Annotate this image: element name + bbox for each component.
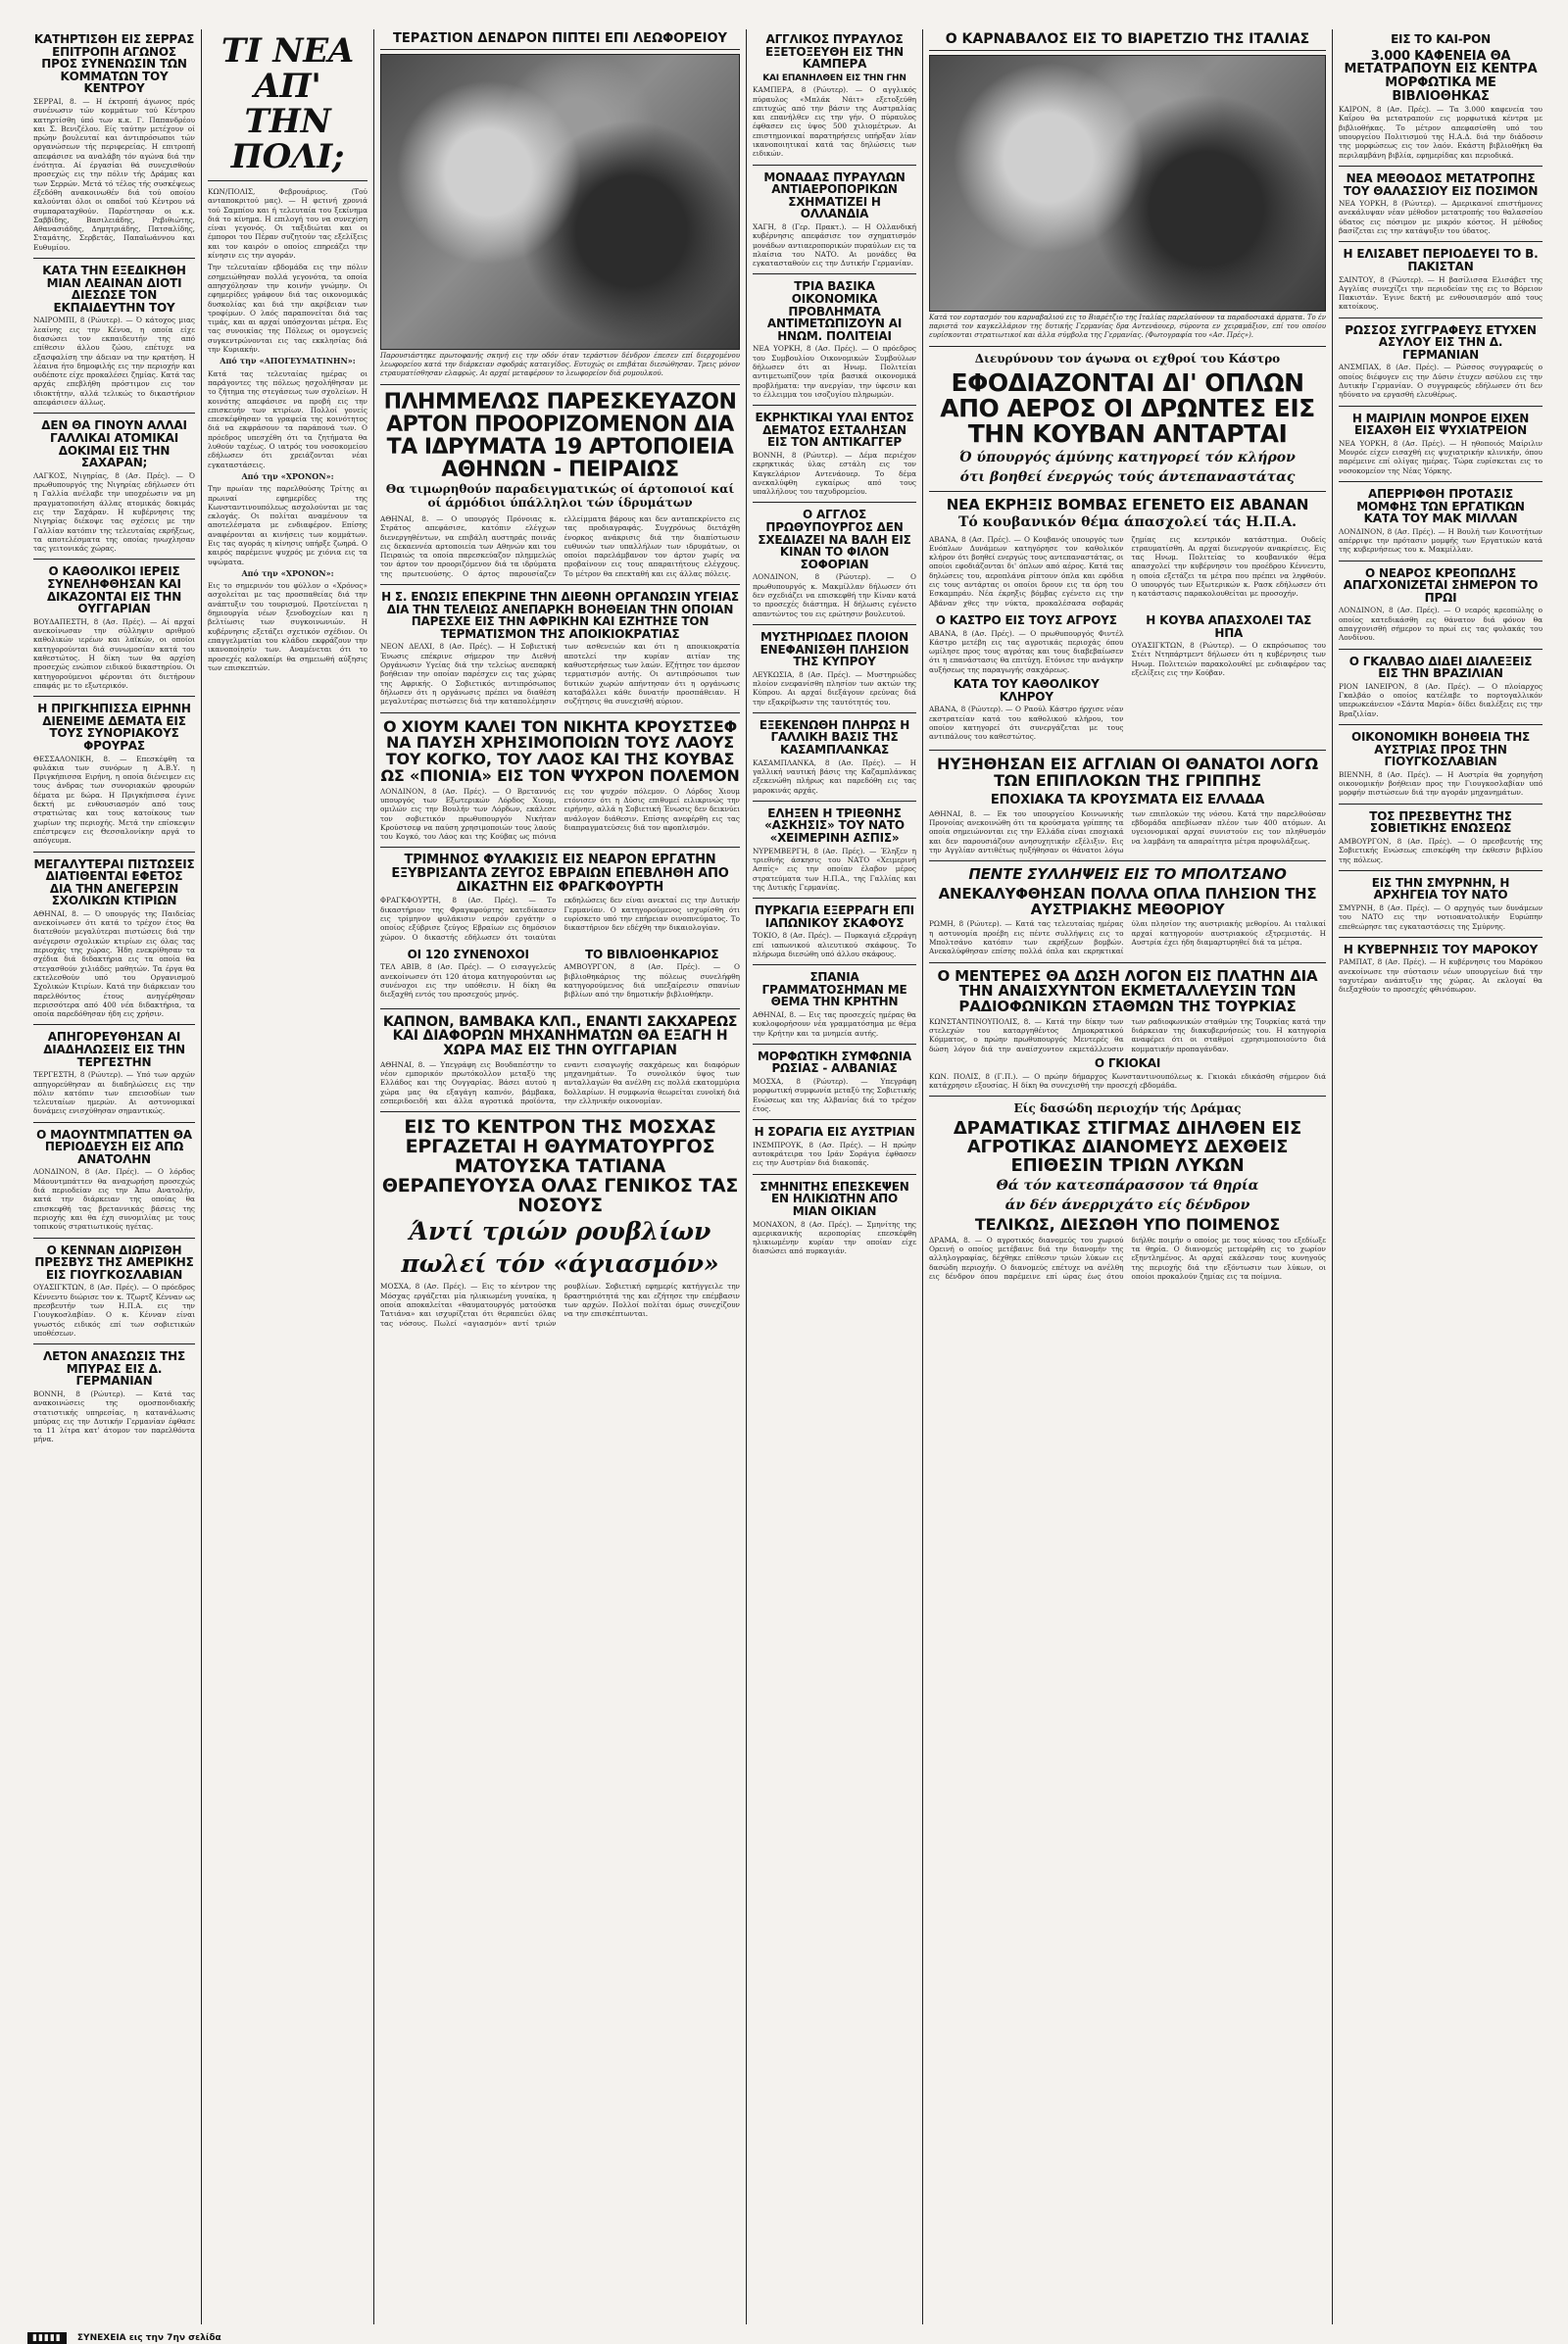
headline: ΝΕΑ ΕΚΡΗΞΙΣ ΒΟΜΒΑΣ ΕΓΕΝΕΤΟ ΕΙΣ ΑΒΑΝΑΝ (946, 495, 1309, 513)
divider (1339, 561, 1543, 562)
headline: ΤΕΛΙΚΩΣ, ΔΙΕΣΩΘΗ ΥΠΟ ΠΟΙΜΕΝΟΣ (974, 1214, 1281, 1234)
article-body: ΣΜΥΡΝΗ, 8 (Ασ. Πρές). — Ο αρχηγός των δυνάμεων του ΝΑΤΟ εις την νοτιοανατολικήν Ευρώπην επεθεώρησε τας εγκαταστάσεις της Σμύρνης. (1339, 903, 1543, 931)
article (33, 265, 195, 407)
article-body: ΒΟΥΔΑΠΕΣΤΗ, 8 (Ασ. Πρές). — Αί αρχαί ανεκοίνωσαν την σύλληψιν αριθμού καθολικών ιερέων και λαϊκών, οι οποίοι κατηγορούνται διά συνωμοσίαν κατά του καθεστώτος. Η δίκη των θα αρχίση προσεχώς ενώπιον ειδικού δικαστηρίου. Οι κατηγορούμενοι φέρονται ότι διετήρουν επαφάς με το εξωτερικόν. (33, 616, 195, 690)
divider (753, 1119, 916, 1120)
headline: ΠΥΡΚΑΓΙΑ ΕΞΕΡΡΑΓΗ ΕΠΙ ΙΑΠΩΝΙΚΟΥ ΣΚΑΦΟΥΣ (755, 903, 914, 930)
divider (1339, 481, 1543, 482)
article-body: ΑΘΗΝΑΙ, 8. — Υπεγράφη εις Βουδαπέστην το νέον εμπορικόν πρωτόκολλον μεταξύ της Ελλάδος και της Ουγγαρίας. Βάσει αυτού η χώρα μας θα εξαγάγη καπνόν, βάμβακα, εσπεριδοειδή και άλλα αγροτικά προϊόντα, εναντι εισαγωγής σακχάρεως και διαφόρων μηχανημάτων. Το συνολικόν ύψος των ανταλλαγών θα ανέλθη εις πολλά εκατομμύρια δολλαρίων. Η συμφωνία θεωρείται ευνοϊκή διά την ελληνικήν οικονομίαν. (380, 1059, 740, 1105)
divider (753, 1174, 916, 1175)
subheadline: Άντί τριών ρουβλίων (409, 1216, 711, 1245)
article (1339, 810, 1543, 864)
headline: ΝΕΑ ΜΕΘΟΔΟΣ ΜΕΤΑΤΡΟΠΗΣ ΤΟΥ ΘΑΛΑΣΣΙΟΥ ΕΙΣ ΠΟΣΙΜΟΝ (1343, 171, 1539, 198)
divider (929, 346, 1326, 347)
article-body: ΚΩΝ. ΠΟΛΙΣ, 8 (Γ.Π.). — Ο πρώην δήμαρχος Κωνσταντινουπόλεως κ. Γκιοκάι εδικάσθη σήμερον διά κατάχρησιν εξουσίας. Η δίκη θα συνεχισθή την προσεχή εβδομάδα. (929, 1071, 1326, 1090)
headline: ΜΟΝΑΔΑΣ ΠΥΡΑΥΛΩΝ ΑΝΤΙΑΕΡΟΠΟΡΙΚΩΝ ΣΧΗΜΑΤΙΖΕΙ Η ΟΛΛΑΝΔΙΑ (763, 170, 906, 221)
article (33, 1350, 195, 1444)
headline: ΠΕΝΤΕ ΣΥΛΛΗΨΕΙΣ ΕΙΣ ΤΟ ΜΠΟΛΤΣΑΝΟ (968, 865, 1287, 884)
article-body: ΑΒΑΝΑ, 8 (Ασ. Πρές). — Ο Κουβανός υπουργός των Ενόπλων Δυνάμεων κατηγόρησε τον καθολικόν κλήρον ότι βοηθεί ενεργώς τους αντεπαναστάτας, οι οποίοι εφοδιάζονται δι' όπλων από αέρος. Κατά τας δηλώσεις του, αεροπλάνα ρίπτουν όπλα και εφόδια εις τους αντάρτας οι οποίοι δρουν εις τα όρη του Εσκαμπράυ. Νέα έκρηξις βόμβας εγένετο εις την Αβάναν χθες την νύκτα, προκαλέσασα σοβαράς ζημίας εις κεντρικόν κατάστημα. Ουδείς ετραυματίσθη. Αι αρχαί διενεργούν ανακρίσεις. Εις τας Ηνωμ. Πολιτείας το κουβανικόν θέμα απασχολεί την κυβέρνησιν του προέδρου Κέννεντυ, η οποία εξετάζει τα μέτρα που πρέπει να ληφθούν. Ο υπουργός των Εξωτερικών κ. Ρασκ εδήλωσεν ότι η κατάστασις παρακολουθείται με προσοχήν. (929, 534, 1326, 608)
sub-article (929, 610, 1124, 744)
divider (753, 964, 916, 965)
headline: ΔΡΑΜΑΤΙΚΑΣ ΣΤΙΓΜΑΣ ΔΙΗΛΘΕΝ ΕΙΣ ΑΓΡΟΤΙΚΑΣ ΔΙΑΝΟΜΕΥΣ ΔΕΧΘΕΙΣ ΕΠΙΘΕΣΙΝ ΤΡΙΩΝ ΛΥΚΩΝ (953, 1117, 1302, 1176)
headline: ΤΟΣ ΠΡΕΣΒΕΥΤΗΣ ΤΗΣ ΣΟΒΙΕΤΙΚΗΣ ΕΝΩΣΕΩΣ (1369, 808, 1512, 836)
article (33, 419, 195, 553)
headline: ΠΛΗΜΜΕΛΩΣ ΠΑΡΕΣΚΕΥΑΖΟΝ ΑΡΤΟΝ ΠΡΟΟΡΙΖΟΜΕΝΟΝ ΔΙΑ ΤΑ ΙΔΡΥΜΑΤΑ 19 ΑΡΤΟΠΟΙΕΙΑ ΑΘΗΝΩΝ - ΠΕΙΡΑΙΩΣ (383, 390, 737, 483)
headline: ΑΠΕΡΡΙΦΘΗ ΠΡΟΤΑΣΙΣ ΜΟΜΦΗΣ ΤΩΝ ΕΡΓΑΤΙΚΩΝ ΚΑΤΑ ΤΟΥ ΜΑΚ ΜΙΛΛΑΝ (1356, 487, 1525, 526)
column-2 (202, 29, 374, 2324)
divider (753, 405, 916, 406)
article-body: ΛΑΓΚΟΣ, Νιγηρίας, 8 (Ασ. Πρές). — Ό πρωθυπουργός της Νιγηρίας εδήλωσεν ότι η Γαλλία ανέλαβε την υποχρέωσιν να μη πραγματοποιήση άλλας ατομικάς δοκιμάς εις την Σαχάραν. Η κυβέρνησις της Νιγηρίας διέκοψε τας σχέσεις με την Γαλλίαν κατόπιν της τελευταίας εκρήξεως, τα αποτελέσματα της οποίας ηνωχλησαν τας γειτονικάς χώρας. (33, 470, 195, 554)
divider (380, 1111, 740, 1112)
headline: ΚΑΤΑ ΤΗΝ ΕΞΕΔΙΚΗΘΗ ΜΙΑΝ ΛΕΑΙΝΑΝ ΔΙΟΤΙ ΔΙΕΣΩΣΕ ΤΟΝ ΕΚΠΑΙΔΕΥΤΗΝ ΤΟΥ (42, 264, 186, 315)
section-label: Από την «ΧΡΟΝΟΝ»: (241, 567, 334, 578)
sub-article (564, 945, 741, 1002)
article (1339, 413, 1543, 475)
divider (33, 696, 195, 697)
subheadline: Θά τόν κατεσπάρασσον τά θηρία (996, 1177, 1259, 1194)
headline: ΣΠΑΝΙΑ ΓΡΑΜΜΑΤΟΣΗΜΑΝ ΜΕ ΘΕΜΑ ΤΗΝ ΚΡΗΤΗΝ (761, 970, 907, 1009)
headline: Ο ΧΙΟΥΜ ΚΑΛΕΙ ΤΟΝ ΝΙΚΗΤΑ ΚΡΟΥΣΤΣΕΦ ΝΑ ΠΑΥΣΗ ΧΡΗΣΙΜΟΠΟΙΩΝ ΤΟΥΣ ΛΑΟΥΣ ΤΟΥ ΚΟΓΚΟ, ΤΟΥ ΛΑΟΣ ΚΑΙ ΤΗΣ ΚΟΥΒΑΣ ΩΣ «ΠΙΟΝΙΑ» ΕΙΣ ΤΟΝ ΨΥΧΡΟΝ ΠΟΛΕΜΟΝ (380, 716, 740, 785)
article-body: ΑΜΒΟΥΡΓΟΝ, 8 (Ασ. Πρές). — Ο πρεσβευτής της Σοβιετικής Ενώσεως επισκέφθη την έκθεσιν βιβλίου της πόλεως. (1339, 836, 1543, 864)
divider (929, 860, 1326, 861)
divider (1339, 804, 1543, 805)
article-body: ΛΕΥΚΩΣΙΑ, 8 (Ασ. Πρές). — Μυστηριώδες πλοίον ενεφανίσθη πλησίον των ακτών της Κύπρου. Αι αρχαί διεξάγουν ερεύνας διά την εξακρίβωσιν της ταυτότητός του. (753, 669, 916, 707)
article-body: ΝΕΑ ΥΟΡΚΗ, 8 (Ρώυτερ). — Αμερικανοί επιστήμονες ανεκάλυψαν νέαν μέθοδον μετατροπής του θαλασσίου ύδατος εις πόσιμον με μικρόν κόστος. Η μέθοδος βασίζεται εις την κατάψυξιν του ύδατος. (1339, 199, 1543, 236)
photo-caption: Παρουσιάστηκε πρωτοφανής σκηνή εις την οδόν όταν τεράστιον δένδρον έπεσεν επί διερχομένου λεωφορείου κατά την διάρκειαν σφοδράς καταιγίδος. Ευτυχώς οι επιβάται διεσώθησαν. Τρεις μόνον ετραυματίσθησαν ελαφρώς. Αι αρχαί μεταφέρουν το λεωφορείον διά ρυμουλκού. (380, 352, 740, 377)
bus-tree-photo (380, 54, 740, 350)
article (33, 1245, 195, 1339)
column-3 (374, 29, 747, 2324)
headline: Ο ΚΑΘΟΛΙΚΟΙ ΙΕΡΕΙΣ ΣΥΝΕΛΗΦΘΗΣΑΝ ΚΑΙ ΔΙΚΑΖΟΝΤΑΙ ΕΙΣ ΤΗΝ ΟΥΓΓΑΡΙΑΝ (46, 564, 182, 616)
divider (1339, 317, 1543, 318)
divider (753, 898, 916, 899)
subheadline: Θα τιμωρηθούν παραδειγματικώς οί άρτοποιοί καί οί άρμόδιοι ύπάλληλοι τών ίδρυμάτων (385, 482, 735, 511)
article-body: ΜΟΣΧΑ, 8 (Ασ. Πρές). — Εις το κέντρον της Μόσχας εργάζεται μία ηλικιωμένη γυναίκα, η οποία αποκαλείται «θαυματουργός ματούσκα Τατιάνα» και ισχυρίζεται ότι θεραπεύει όλας τας νόσους. Πωλεί «αγιασμόν» αντί τριών ρουβλίων. Σοβιετική εφημερίς κατήγγειλε την δραστηριότητά της και εζήτησε την επέμβασιν των αρχών. Πολλοί πολίται όμως συνεχίζουν να την επισκέπτωνται. (380, 1282, 740, 1328)
divider (929, 491, 1326, 492)
subheadline: Τό κουβανικόν θέμα άπασχολεί τάς Η.Π.Α. (957, 514, 1298, 531)
headline: ΑΓΓΛΙΚΟΣ ΠΥΡΑΥΛΟΣ ΕΞΕΤΟΞΕΥΘΗ ΕΙΣ ΤΗΝ ΚΑΜΠΕΡΑ (765, 32, 904, 72)
article-body: ΙΝΣΜΠΡΟΥΚ, 8 (Ασ. Πρές). — Η πρώην αυτοκράτειρα του Ιράν Σοράγια έφθασεν εις την Αυστρίαν διά διακοπάς. (753, 1140, 916, 1168)
headline: ΕΛΗΞΕΝ Η ΤΡΙΕΘΝΗΣ «ΑΣΚΗΣΙΣ» ΤΟΥ ΝΑΤΟ «ΧΕΙΜΕΡΙΝΗ ΑΣΠΙΣ» (764, 806, 905, 846)
headline: ΛΕΤΟΝ ΑΝΑΣΩΣΙΣ ΤΗΣ ΜΠΥΡΑΣ ΕΙΣ Δ. ΓΕΡΜΑΝΙΑΝ (43, 1349, 185, 1389)
article-body: ΑΒΑΝΑ, 8 (Ασ. Πρές). — Ο πρωθυπουργός Φιντέλ Κάστρο μετέβη εις τας αγροτικάς περιοχάς όπου ωμίλησε προς τους αγρότας και τους διαβεβαίωσεν ότι η επανάστασις θα επιτύχη. Ετόνισε την ανάγκην αυξήσεως της παραγωγής σακχάρεως. (929, 628, 1124, 674)
kicker: Διευρύνουν τον άγωνα οι εχθροί του Κάστρο (974, 352, 1281, 366)
headline: ΕΙΣ ΤΟ ΚΑΙ-ΡΟΝ (1391, 32, 1491, 46)
headline: Ο ΜΑΟΥΝΤΜΠΑΤΤΕΝ ΘΑ ΠΕΡΙΟΔΕΥΣΗ ΕΙΣ ΑΠΩ ΑΝΑΤΟΛΗΝ (36, 1127, 192, 1166)
sub-articles (380, 945, 740, 1002)
headline: Ο ΜΕΝΤΕΡΕΣ ΘΑ ΔΩΣΗ ΛΟΓΟΝ ΕΙΣ ΠΛΑΤΗΝ ΔΙΑ ΤΗΝ ΑΝΑΙΣΧΥΝΤΟΝ ΕΚΜΕΤΑΛΛΕΥΣΙΝ ΤΩΝ ΡΑΔΙΟΦΩΝΙΚΩΝ ΣΤΑΘΜΩΝ ΤΗΣ ΤΟΥΡΚΙΑΣ (937, 966, 1318, 1016)
article (33, 565, 195, 690)
headline: ΕΙΣ ΤΟ ΚΕΝΤΡΟΝ ΤΗΣ ΜΟΣΧΑΣ ΕΡΓΑΖΕΤΑΙ Η ΘΑΥΜΑΤΟΥΡΓΟΣ ΜΑΤΟΥΣΚΑ ΤΑΤΙΑΝΑ ΘΕΡΑΠΕΥΟΥΣΑ ΟΛΑΣ ΓΕΝΙΚΟΣ ΤΑΣ ΝΟΣΟΥΣ (381, 1116, 739, 1216)
article-body: ΑΜΒΟΥΡΓΟΝ, 8 (Ασ. Πρές). — Ο βιβλιοθηκάριος της πόλεως συνελήφθη κατηγορούμενος διά υπεξαίρεσιν σπανίων βιβλίων από την δημοτικήν βιβλιοθήκην. (564, 962, 740, 1000)
article-body: ΘΕΣΣΑΛΟΝΙΚΗ, 8. — Επεσκέφθη τα φυλάκια των συνόρων η Α.Β.Υ. η Πριγκήπισσα Ειρήνη, η οποία διένειμεν εις τους άνδρας των συνοριακών φρουρών δέματα με δώρα. Η Πριγκήπισσα έγινε δεκτή με ενθουσιασμόν από τους στρατιώτας και τους κατοίκους των χωρίων της περιοχής. Μετά την επίσκεψιν επέστρεψεν εις Θεσσαλονίκην αργά το απόγευμα. (33, 754, 195, 846)
article-body: ΤΟΚΙΟ, 8 (Ασ. Πρές). — Πυρκαγιά εξερράγη επί ιαπωνικού αλιευτικού σκάφους. Το πλήρωμα διεσώθη υπό άλλου σκάφους. (753, 931, 916, 958)
headline: ΚΑΤΑ ΤΟΥ ΚΑΘΟΛΙΚΟΥ ΚΛΗΡΟΥ (953, 677, 1100, 704)
article-body: ΛΟΝΔΙΝΟΝ, 8 (Ασ. Πρές). — Ο Βρεταννός υπουργός των Εξωτερικών Λόρδος Χιουμ, ομιλών εις την Βουλήν των Λόρδων, εκάλεσε τον σοβιετικόν πρωθυπουργόν Νικήταν Κρούστσεφ να παύση χρησιμοποιών τους λαούς του Κογκό, του Λάος και της Κούβας ως πιόνια εις τον ψυχρόν πόλεμον. Ο Λόρδος Χιουμ ετόνισεν ότι η Δύσις επιθυμεί ειλικρινώς την ειρήνην, αλλά η Σοβιετική Ένωσις δεν δεικνύει ανάλογον διάθεσιν. Επίσης ανεφέρθη εις τας διαπραγματεύσεις διά τον αφοπλισμόν. (380, 786, 740, 842)
headline: ΤΟ ΒΙΒΛΙΟΘΗΚΑΡΙΟΣ (585, 947, 719, 961)
article-body: Κατά τας τελευταίας ημέρας οι παράγοντες της πόλεως ησχολήθησαν με το ζήτημα της στεγάσεως των σχολείων. Η κοινότης απεφάσισε να προβή εις την επισκευήν των κτιρίων. Πολλοί γονείς επεσκέφθησαν τα γραφεία της κοινότητος διά να εκφράσουν τα παράπονά των. Ο πρόεδρος υπεσχέθη ότι τα ζητήματα θα λυθούν ταχέως. Ο ιατρός του νοσοκομείου εδήλωσεν ότι χρειάζονται νέαι εγκαταστάσεις. (208, 368, 368, 469)
divider (1339, 724, 1543, 725)
article (753, 1181, 916, 1256)
article-body: ΚΩΝ/ΠΟΛΙΣ, Φεβρουάριος. (Τού ανταποκριτού μας). — Η φετινή χρονιά τού Σαμπίου και ή τελευταία του ξεκίνημα διά το κίνημα. Η επιλογή του να συνεχίση είναι γεγονός. Οι ταξιδιώται και οι έμποροι του Πέραν συζητούν τας εξελίξεις και τον καιρόν ο οποίος επηρεάζει την κίνησιν εις την αγοράν. (208, 187, 368, 261)
photo-headline: Ο ΚΑΡΝΑΒΑΛΟΣ ΕΙΣ ΤΟ ΒΙΑΡΕΤΖΙΟ ΤΗΣ ΙΤΑΛΙΑΣ (929, 29, 1326, 51)
article (753, 1126, 916, 1167)
headline: ΗΥΞΗΘΗΣΑΝ ΕΙΣ ΑΓΓΛΙΑΝ ΟΙ ΘΑΝΑΤΟΙ ΛΟΓΩ ΤΩΝ ΕΠΙΠΛΟΚΩΝ ΤΗΣ ΓΡΙΠΠΗΣ (937, 755, 1318, 791)
divider (1339, 166, 1543, 167)
article-body: ΑΘΗΝΑΙ, 8. — Ό υπουργός της Παιδείας ανεκοίνωσεν ότι κατά το τρέχον έτος θα διατεθούν μεγαλύτεραι πιστώσεις διά την ανέγερσιν σχολικών κτιρίων εις όλας τας περιοχάς της χώρας. Ήδη ενεκρίθησαν τα σχέδια διά διδακτήρια εις τα οποία θα στεγασθούν χιλιάδες μαθητών. Τα έργα θα εκτελεσθούν υπό του Οργανισμού Σχολικών Κτιρίων. Κατά την διάρκειαν του παρελθόντος έτους ανηγέρθησαν περισσότερα από 400 νέα διδακτήρια, τα οποία παρεδόθησαν ήδη εις χρήσιν. (33, 908, 195, 1019)
article (753, 1050, 916, 1113)
kicker: Είς δασώδη περιοχήν τής Δράμας (1013, 1101, 1242, 1116)
headline: ΜΟΡΦΩΤΙΚΗ ΣΥΜΦΩΝΙΑ ΡΩΣΙΑΣ - ΑΛΒΑΝΙΑΣ (758, 1049, 911, 1076)
headline: ΜΥΣΤΗΡΙΩΔΕΣ ΠΛΟΙΟΝ ΕΝΕΦΑΝΙΣΘΗ ΠΛΗΣΙΟΝ ΤΗΣ ΚΥΠΡΟΥ (760, 629, 909, 669)
headline: ΕΦΟΔΙΑΖΟΝΤΑΙ ΔΙ' ΟΠΛΩΝ ΑΠΟ ΑΕΡΟΣ ΟΙ ΔΡΩΝΤΕΣ ΕΙΣ ΤΗΝ ΚΟΥΒΑΝ ΑΝΤΑΡΤΑΙ (940, 367, 1315, 449)
subheadline: άν δέν άνερριχάτο είς δένδρον (1004, 1196, 1250, 1213)
article-body: ΚΩΝΣΤΑΝΤΙΝΟΥΠΟΛΙΣ, 8. — Κατά την δίκην των στελεχών του καταργηθέντος Δημοκρατικού Κόμματος, ο πρώην πρωθυπουργός Μεντερές θα δώση λόγον διά την αναίσχυντον εκμετάλλευσιν των ραδιοφωνικών σταθμών της Τουρκίας κατά την διάρκειαν της διακυβερνήσεώς του. Η κατηγορία αναφέρει ότι οι σταθμοί εχρησιμοποιούντο διά κομματικήν προπαγάνδαν. (929, 1016, 1326, 1053)
article (1339, 248, 1543, 311)
article-body: ΤΕΛ ΑΒΙΒ, 8 (Ασ. Πρές). — Ο εισαγγελεύς ανεκοίνωσεν ότι 120 άτομα κατηγορούνται ως συνένοχοι εις την υπόθεσιν. Η δίκη θα διεξαχθή εντός του προσεχούς μηνός. (380, 962, 557, 1000)
headline: Ο ΑΓΓΛΟΣ ΠΡΩΘΥΠΟΥΡΓΟΣ ΔΕΝ ΣΧΕΔΙΑΖΕΙ ΝΑ ΒΑΛΗ ΕΙΣ ΚΙΝΑΝ ΤΟ ΦΙΛΟΝ ΣΟΦΟΡΙΑΝ (758, 508, 911, 571)
article (1339, 877, 1543, 931)
divider (1339, 241, 1543, 242)
headline: ΚΑΠΝΟΝ, ΒΑΜΒΑΚΑ ΚΛΠ., ΕΝΑΝΤΙ ΣΑΚΧΑΡΕΩΣ ΚΑΙ ΔΙΑΦΟΡΩΝ ΜΗΧΑΝΗΜΑΤΩΝ ΘΑ ΕΞΑΓΗ Η ΧΩΡΑ ΜΑΣ ΕΙΣ ΤΗΝ ΟΥΓΓΑΡΙΑΝ (382, 1013, 738, 1059)
article-body: Εις το σημερινόν του φύλλον ο «Χρόνος» ασχολείται με τας προσπαθείας διά την ανάπτυξιν του τουρισμού. Προτείνεται η δημιουργία νέων ξενοδοχείων και η βελτίωσις των συγκοινωνιών. Η κυβέρνησις εξετάζει σχετικόν σχέδιον. Οι επαγγελματίαι του κλάδου εκφράζουν την ικανοποίησίν των. Αναμένεται ότι το προσεχές καλοκαίρι θα σημειωθή αύξησις των επισκεπτών. (208, 581, 368, 672)
article (1339, 656, 1543, 718)
column-6 (1333, 29, 1548, 2324)
article (1339, 731, 1543, 798)
article-body: Την τελευταίαν εβδομάδα εις την πόλιν εσημειώθησαν πολλά γεγονότα, τα οποία απησχόλησαν την κοινήν γνώμην. Οι εφημερίδες γράφουν διά τας οικονομικάς δυσκολίας και διά την ακρίβειαν των τροφίμων. Ο λαός παραπονείται διά τας τιμάς, και αι αρχαί υπόσχονται μέτρα. Εις τας συνοικίας της Πόλεως οι ομογενείς συγκεντρώνονται εις τας εκκλησίας διά την Κυριακήν. (208, 263, 368, 355)
headline: Ο ΓΚΑΛΒΑΟ ΔΙΔΕΙ ΔΙΑΛΕΞΕΙΣ ΕΙΣ ΤΗΝ ΒΡΑΖΙΛΙΑΝ (1348, 654, 1533, 681)
divider (1339, 649, 1543, 650)
article-body: ΡΩΜΗ, 8 (Ρώυτερ). — Κατά τας τελευταίας ημέρας η αστυνομία προέβη εις πέντε συλλήψεις εις το Μπολτσάνο κατόπιν των εκρήξεων βομβών. Ανεκαλύφθησαν επίσης πολλά όπλα και εκρηκτικαί ύλαι πλησίον της αυστριακής μεθορίου. Αι ιταλικαί αρχαί κατηγορούν αυστριακούς εξτρεμιστάς. Η Αυστρία έχει ήδη διαμαρτυρηθεί διά τα μέτρα. (929, 919, 1326, 956)
article-body: ΔΡΑΜΑ, 8. — Ο αγροτικός διανομεύς του χωριού Ορεινή ο οποίος μετέβαινε διά την διανομήν της αλληλογραφίας, δέχθηκε επίθεσιν τριών λύκων εις δασώδη περιοχήν. Ο διανομεύς επέτυχε να ανέλθη εις δένδρον όπου παρέμεινε επί ώρας έως ότου διήλθε ποιμήν ο οποίος με τους κύνας του εξεδίωξε τα θηρία. Ο διανομεύς μετεφέρθη εις το χωρίον εξηντλημένος. Αι αρχαί εκάλεσαν τους κυνηγούς της περιοχής διά την εξόντωσιν των λύκων, οι οποίοι προκαλούν ζημίας εις τα ποίμνια. (929, 1235, 1326, 1281)
sub-article (1132, 610, 1327, 744)
column-1 (27, 29, 202, 2324)
article (1339, 33, 1543, 160)
divider (33, 258, 195, 259)
article (753, 904, 916, 958)
headline: Η ΚΥΒΕΡΝΗΣΙΣ ΤΟΥ ΜΑΡΟΚΟΥ (1343, 942, 1539, 956)
divider (380, 384, 740, 385)
article-body: ΑΘΗΝΑΙ, 8. — Εκ του υπουργείου Κοινωνικής Προνοίας ανεκοινώθη ότι τα κρούσματα γρίππης τα οποία σημειώνονται εις την Ελλάδα είναι εποχιακά και δεν παρουσιάζουν ανησυχητικήν εξέλιξιν. Εις την Αγγλίαν αντιθέτως ηυξήθησαν οι θάνατοι λόγω των επιπλοκών της νόσου. Κατά την παρελθούσαν εβδομάδα απεβίωσαν πλέον των 400 ατόμων. Αι υγειονομικαί αρχαί συνιστούν εις τον πληθυσμόν να λαμβάνη τα απαραίτητα μέτρα προφυλάξεως. (929, 808, 1326, 855)
article-body: ΛΟΝΔΙΝΟΝ, 8 (Ρώυτερ). — Ο πρωθυπουργός κ. Μακμίλλαν δήλωσεν ότι δεν σχεδιάζει να επισκεφθή την Κίναν κατά το προσεχές διάστημα. Η δήλωσις εγένετο απαντώντος του εις ερώτησιν βουλευτού. (753, 572, 916, 618)
divider (208, 180, 368, 181)
article (753, 412, 916, 496)
article-body: ΝΑΙΡΟΜΠΙ, 8 (Ρώυτερ). — Ό κάτοχος μιας λεαίνης εις την Κένυα, η οποία είχε διασώσει τον εκπαιδευτήν της από επίθεσιν άλλου ζώου, επέτυχε να εξασφαλίση την άδειαν να την κρατήση. Η λέαινα ήτο δημοφιλής εις την περιοχήν και ουδέποτε είχε προκαλέσει ζημίας. Κατά τας αρχάς επεβλήθη πρόστιμον εις τον ιδιοκτήτην, αλλά τελικώς το δικαστήριον απεφάσισεν άλλως. (33, 316, 195, 408)
article-body: ΧΑΓΗ, 8 (Γερ. Πρακτ.). — Η Ολλανδική κυβέρνησις απεφάσισε τον σχηματισμόν μονάδων αντιαεροπορικών πυραύλων εις τα πλαίσια του ΝΑΤΟ. Αι μονάδες θα εγκατασταθούν εις την Δυτικήν Γερμανίαν. (753, 221, 916, 269)
article-body: ΒΙΕΝΝΗ, 8 (Ασ. Πρές). — Η Αυστρία θα χορηγήση οικονομικήν βοήθειαν προς την Γιουγκοσλαβίαν υπό μορφήν πιστώσεων διά την αγοράν μηχανημάτων. (1339, 769, 1543, 798)
article-body: ΤΕΡΓΕΣΤΗ, 8 (Ρώυτερ). — Υπό των αρχών απηγορεύθησαν αι διαδηλώσεις εις την πόλιν κατόπιν των επεισοδίων των τελευταίων ημερών. Αι αστυνομικαί δυνάμεις ενισχύθησαν σημαντικώς. (33, 1070, 195, 1116)
divider (929, 750, 1326, 751)
article (753, 807, 916, 892)
divider (753, 712, 916, 713)
column-masthead: ΤΙ ΝΕΑ ΑΠ' ΤΗΝ ΠΟΛΙ; (220, 31, 355, 176)
subheadline: Ό ύπουργός άμύνης κατηγορεί τόν κλήρον (959, 449, 1296, 465)
article-body: ΝΕΟΝ ΔΕΛΧΙ, 8 (Ασ. Πρές). — Η Σοβιετική Ένωσις επέκρινε σήμερον την Διεθνή Οργάνωσιν Υγείας διά την τελείως ανεπαρκή βοήθειαν την οποίαν παρέσχεν εις τας χώρας της Αφρικής. Ο Σοβιετικός αντιπρόσωπος δήλωσεν ότι η οργάνωσις πρέπει να διαθέση μεγαλυτέρας πιστώσεις διά την καταπολέμησιν των ασθενειών και ότι η αποικιοκρατία αποτελεί την κυρίαν αιτίαν της καθυστερήσεως των λαών. Εζήτησε τον άμεσον τερματισμόν αυτής. Οι αντιπρόσωποι των δυτικών χωρών απήντησαν ότι η οργάνωσις καταβάλλει κάθε δυνατήν προσπάθειαν. Η συζήτησις θα συνεχισθή αύριον. (380, 642, 740, 707)
sub-article (380, 945, 557, 1002)
divider (33, 1238, 195, 1239)
article-body: ΒΟΝΝΗ, 8 (Ρώυτερ). — Κατά τας ανακοινώσεις της ομοσπονδιακής στατιστικής υπηρεσίας, η κατανάλωσις μπύρας εις την Δυτικήν Γερμανίαν έφθασε τα 11 λίτρα κατ' άτομον τον παρελθόντα μήνα. (33, 1389, 195, 1444)
divider (380, 712, 740, 713)
headline: ΟΙ 120 ΣΥΝΕΝΟΧΟΙ (407, 947, 529, 961)
subheadline: ΕΠΟΧΙΑΚΑ ΤΑ ΚΡΟΥΣΜΑΤΑ ΕΙΣ ΕΛΛΑΔΑ (990, 793, 1265, 807)
article (1339, 567, 1543, 643)
article (33, 1031, 195, 1115)
headline: ΔΕΝ ΘΑ ΓΙΝΟΥΝ ΑΛΛΑΙ ΓΑΛΛΙΚΑΙ ΑΤΟΜΙΚΑΙ ΔΟΚΙΜΑΙ ΕΙΣ ΤΗΝ ΣΑΧΑΡΑΝ; (41, 418, 187, 470)
article-body: ΚΑΙΡΟΝ, 8 (Ασ. Πρές). — Τα 3.000 καφενεία του Καΐρου θα μετατραπούν εις μορφωτικά κέντρα με βιβλιοθήκας. Το μέτρον απεφασίσθη υπό του υπουργείου Πολιτισμού της Η.Α.Δ. διά την διάδοσιν της μορφώσεως εις τον λαόν. Εκάστη βιβλιοθήκη θα περιλαμβάνη βιβλία, εφημερίδας και περιοδικά. (1339, 105, 1543, 160)
headline: ΤΡΙΑ ΒΑΣΙΚΑ ΟΙΚΟΝΟΜΙΚΑ ΠΡΟΒΛΗΜΑΤΑ ΑΝΤΙΜΕΤΩΠΙΖΟΥΝ ΑΙ ΗΝΩΜ. ΠΟΛΙΤΕΙΑΙ (766, 279, 903, 343)
article (33, 858, 195, 1019)
article (753, 631, 916, 707)
headline: ΑΝΕΚΑΛΥΦΘΗΣΑΝ ΠΟΛΛΑ ΟΠΛΑ ΠΛΗΣΙΟΝ ΤΗΣ ΑΥΣΤΡΙΑΚΗΣ ΜΕΘΟΡΙΟΥ (938, 884, 1317, 918)
headline: ΑΠΗΓΟΡΕΥΘΗΣΑΝ ΑΙ ΔΙΑΔΗΛΩΣΕΙΣ ΕΙΣ ΤΗΝ ΤΕΡΓΕΣΤΗΝ (43, 1030, 185, 1069)
section-label: Από την «ΑΠΟΓΕΥΜΑΤΙΝΗΝ»: (220, 356, 356, 366)
article (33, 33, 195, 252)
article-body: ΒΟΝΝΗ, 8 (Ρώυτερ). — Δέμα περιέχον εκρηκτικάς ύλας εστάλη εις τον Καγκελάριον Αντενάουερ. Το δέμα ανεκαλύφθη εγκαίρως από τους υπαλλήλους του ταχυδρομείου. (753, 450, 916, 497)
article (33, 703, 195, 845)
article-body: ΝΥΡΕΜΒΕΡΓΗ, 8 (Ασ. Πρές). — Έληξεν η τριεθνής άσκησις του ΝΑΤΟ «Χειμερινή Ασπίς» εις την οποίαν έλαβον μέρος στρατεύματα των Η.Π.Α., της Γαλλίας και της Δυτικής Γερμανίας. (753, 846, 916, 892)
sub-articles (929, 610, 1326, 744)
continuation-note (27, 2332, 361, 2344)
divider (380, 1008, 740, 1009)
section-label: Από την «ΧΡΟΝΟΝ»: (241, 470, 334, 481)
article-body: Την πρωίαν της παρελθούσης Τρίτης αι πρωιναί εφημερίδες της Κωνσταντινουπόλεως ασχολούνται με τας εκλογάς. Οι πολίται αναμένουν τα αποτελέσματα με ενδιαφέρον. Επίσης αναφέρονται αι κινήσεις των κομμάτων. Εις τας αγοράς η κίνησις υπήρξε ζωηρά. Ο καιρός παρέμεινε ψυχρός με χιόνια εις τα υψώματα. (208, 484, 368, 566)
photo-caption: Κατά τον εορτασμόν του καρναβαλιού εις το Βιαρέτζιο της Ιταλίας παρελαύνουν τα παραδοσιακά άρματα. Το έν παριστά τον καγκελλάριον της δυτικής Γερμανίας δρα Αντενάουερ, σύροντα εν χειραμάξιον, επί του οποίου ευρίσκονται στρατιωτικοί και άλλα σύμβολα της Γερμανίας. (Φωτογραφία του «Ασ. Πρές»). (929, 314, 1326, 339)
divider (753, 624, 916, 625)
headline: Η ΚΟΥΒΑ ΑΠΑΣΧΟΛΕΙ ΤΑΣ ΗΠΑ (1146, 612, 1312, 640)
article-body: ΜΟΝΑΧΟΝ, 8 (Ασ. Πρές). — Σμηνίτης της αμερικανικής αεροπορίας επεσκέφθη ηλικιωμένην κυρίαν την οποίαν είχε διασώσει από πυρκαγιάν. (753, 1219, 916, 1256)
headline: Ο ΚΑΣΤΡΟ ΕΙΣ ΤΟΥΣ ΑΓΡΟΥΣ (935, 612, 1117, 627)
divider (33, 852, 195, 853)
article-body: ΚΑΣΑΜΠΛΑΝΚΑ, 8 (Ασ. Πρές). — Η γαλλική ναυτική βάσις της Καζαμπλάνκας εξεκενώθη πλήρως και παρεδόθη εις τας μαροκινάς αρχάς. (753, 757, 916, 795)
column-5 (923, 29, 1333, 2324)
headline: Ο ΓΚΙΟΚΑΙ (1094, 1056, 1161, 1070)
headline: Η ΕΛΙΣΑΒΕΤ ΠΕΡΙΟΔΕΥΕΙ ΤΟ Β. ΠΑΚΙΣΤΑΝ (1343, 247, 1539, 273)
divider (929, 962, 1326, 963)
article-body: ΜΟΣΧΑ, 8 (Ρώυτερ). — Υπεγράφη μορφωτική συμφωνία μεταξύ της Σοβιετικής Ενώσεως και της Αλβανίας διά το τρέχον έτος. (753, 1077, 917, 1113)
headline: Η Σ. ΕΝΩΣΙΣ ΕΠΕΚΡΙΝΕ ΤΗΝ ΔΙΕΘΝΗ ΟΡΓΑΝΩΣΙΝ ΥΓΕΙΑΣ ΔΙΑ ΤΗΝ ΤΕΛΕΙΩΣ ΑΝΕΠΑΡΚΗ ΒΟΗΘΕΙΑΝ ΤΗΝ ΟΠΟΙΑΝ ΠΑΡΕΣΧΕ ΕΙΣ ΤΗΝ ΑΦΡΙΚΗΝ ΚΑΙ ΕΖΗΤΗΣΕ ΤΟΝ ΤΕΡΜΑΤΙΣΜΟΝ ΤΗΣ ΑΠΟΙΚΙΟΚΡΑΤΙΑΣ (381, 590, 739, 641)
article (753, 509, 916, 617)
column-4 (747, 29, 923, 2324)
headline: ΤΡΙΜΗΝΟΣ ΦΥΛΑΚΙΣΙΣ ΕΙΣ ΝΕΑΡΟΝ ΕΡΓΑΤΗΝ ΕΞΥΒΡΙΣΑΝΤΑ ΖΕΥΓΟΣ ΕΒΡΑΙΩΝ ΕΠΕΒΛΗΘΗ ΑΠΟ ΔΙΚΑΣΤΗΝ ΕΙΣ ΦΡΑΓΚΦΟΥΡΤΗ (391, 853, 729, 895)
article (1339, 944, 1543, 995)
headline: ΡΩΣΣΟΣ ΣΥΓΓΡΑΦΕΥΣ ΕΤΥΧΕΝ ΑΣΥΛΟΥ ΕΙΣ ΤΗΝ Δ. ΓΕΡΜΑΝΙΑΝ (1345, 322, 1537, 362)
article-body: ΝΕΑ ΥΟΡΚΗ, 8 (Ασ. Πρές). — Η ηθοποιός Μαίριλιν Μονρόε είχεν εισαχθή εις ψυχιατρικήν κλινικήν, όπου παρέμεινε επί ολίγας ημέρας. Τώρα ευρίσκεται εις το νοσοκομείον της Νέας Υόρκης. (1339, 438, 1543, 475)
article-body: ΑΘΗΝΑΙ, 8. — Ο υπουργός Πρόνοιας κ. Στράτος απεφάσισε, κατόπιν ελέγχων διενεργηθέντων, να επιβάλη αυστηράς ποινάς εις δεκαεννέα αρτοποιεία των Αθηνών και του Πειραιώς τα οποία παρεσκεύαζον πλημμελώς τον άρτον τον προοριζόμενον διά τα ιδρύματα της πρωτευούσης. Ο άρτος παρουσίαζεν ελλείμματα βάρους και δεν ανταπεκρίνετο εις τας προδιαγραφάς. Συγχρόνως διετάχθη ένορκος ανάκρισις διά την διαπίστωσιν ευθυνών των υπαλλήλων των ιδρυμάτων, οι οποίοι παρελάμβανον τον άρτον χωρίς να προβαίνουν εις τους απαραιτήτους ελέγχους. Το μέτρον θα επεκταθή και εις άλλας πόλεις. (380, 513, 740, 578)
divider (753, 165, 916, 166)
article-body: ΟΥΑΣΙΓΚΤΩΝ, 8 (Ρώυτερ). — Ο εκπρόσωπος του Στέιτ Ντηπάρτμεντ δήλωσεν ότι η κυβέρνησις των Ηνωμ. Πολιτειών παρακολουθεί με ενδιαφέρον τας εξελίξεις εις την Κούβαν. (1131, 641, 1326, 678)
article (1339, 324, 1543, 400)
article (33, 1129, 195, 1232)
subheadline: πωλεί τόν «άγιασμόν» (401, 1248, 719, 1278)
subheadline: ότι βοηθεί ένεργώς τούς άντεπαναστάτας (959, 468, 1296, 485)
photo-headline: ΤΕΡΑΣΤΙΟΝ ΔΕΝΔΡΟΝ ΠΙΠΤΕΙ ΕΠΙ ΛΕΩΦΟΡΕΙΟΥ (380, 29, 740, 50)
headline: ΣΜΗΝΙΤΗΣ ΕΠΕΣΚΕΨΕΝ ΕΝ ΗΛΙΚΙΩΤΗΝ ΑΠΟ ΜΙΑΝ ΟΙΚΙΑΝ (760, 1179, 909, 1218)
article-body: ΛΟΝΔΙΝΟΝ, 8 (Ασ. Πρές). — Ο νεαρός κρεοπώλης ο οποίος κατεδικάσθη εις θάνατον διά φόνον θα απαγχονισθή σήμερον το πρωί εις τας φυλακάς του Λονδίνου. (1339, 606, 1543, 643)
divider (929, 1096, 1326, 1097)
divider (1339, 937, 1543, 938)
headline: ΕΙΣ ΤΗΝ ΣΜΥΡΝΗΝ, Η ΑΡΧΗΓΕΙΑ ΤΟΥ ΝΑΤΟ (1371, 875, 1510, 903)
article (1339, 172, 1543, 235)
headline: Ο ΝΕΑΡΟΣ ΚΡΕΟΠΩΛΗΣ ΑΠΑΓΧΟΝΙΖΕΤΑΙ ΣΗΜΕΡΟΝ ΤΟ ΠΡΩΙ (1343, 565, 1539, 605)
headline: ΕΚΡΗΚΤΙΚΑΙ ΥΛΑΙ ΕΝΤΟΣ ΔΕΜΑΤΟΣ ΕΣΤΑΛΗΣΑΝ ΕΙΣ ΤΟΝ ΑΝΤΙΚΑΓΓΕΡ (755, 411, 914, 450)
divider (33, 1024, 195, 1025)
divider (33, 1343, 195, 1344)
headline: ΜΕΓΑΛΥΤΕΡΑΙ ΠΙΣΤΩΣΕΙΣ ΔΙΑΤΙΘΕΝΤΑΙ ΕΦΕΤΟΣ ΔΙΑ ΤΗΝ ΑΝΕΓΕΡΣΙΝ ΣΧΟΛΙΚΩΝ ΚΤΙΡΙΩΝ (33, 856, 195, 908)
continuation-text: ΣΥΝΕΧΕΙΑ εις την 7ην σελίδα (76, 2333, 221, 2343)
headline: Η ΜΑΙΡΙΛΙΝ ΜΟΝΡΟΕ ΕΙΧΕΝ ΕΙΣΑΧΘΗ ΕΙΣ ΨΥΧΙΑΤΡΕΙΟΝ (1351, 411, 1530, 438)
divider (753, 273, 916, 274)
divider (753, 1044, 916, 1045)
article-body: ΛΟΝΔΙΝΟΝ, 8 (Ασ. Πρές). — Ο λόρδος Μάουντμπάττεν θα αναχωρήση προσεχώς διά περιοδείαν εις την Άπω Ανατολήν, κατά την διάρκειαν της οποίας θα επισκεφθή τας βρεταννικάς βάσεις της περιοχής και θα έχη συνομιλίας με τους τοπικούς στρατιωτικούς ηγέτας. (33, 1167, 195, 1232)
article-body: ΣΑΙΝΤΟΥ, 8 (Ρώυτερ). — Η βασίλισσα Ελισάβετ της Αγγλίας συνεχίζει την περιοδείαν της εις το Βόρειον Πακιστάν. Έγινε δεκτή με ενθουσιασμόν από τους κατοίκους. (1339, 274, 1543, 312)
article-body: ΡΙΟΝ ΙΑΝΕΙΡΟΝ, 8 (Ασ. Πρές). — Ο πλοίαρχος Γκαλβάο ο οποίος κατέλαβε το πορτογαλλικόν υπερωκεάνειον «Σάντα Μαρία» δίδει διαλέξεις εις την Βραζιλίαν. (1339, 681, 1543, 718)
article (753, 171, 916, 269)
headline: ΟΙΚΟΝΟΜΙΚΗ ΒΟΗΘΕΙΑ ΤΗΣ ΑΥΣΤΡΙΑΣ ΠΡΟΣ ΤΗΝ ΓΙΟΥΓΚΟΣΛΑΒΙΑΝ (1350, 730, 1531, 769)
paper-logo-icon: ▮▮▮▮▮ (27, 2332, 67, 2344)
headline: ΚΑΤΗΡΤΙΣΘΗ ΕΙΣ ΣΕΡΡΑΣ ΕΠΙΤΡΟΠΗ ΑΓΩΝΟΣ ΠΡΟΣ ΣΥΝΕΝΩΣΙΝ ΤΩΝ ΚΟΜΜΑΤΩΝ ΤΟΥ ΚΕΝΤΡΟΥ (33, 32, 195, 96)
article-body: ΦΡΑΓΚΦΟΥΡΤΗ, 8 (Ασ. Πρές). — Το δικαστήριον της Φραγκφούρτης κατεδίκασεν εις τρίμηνον φυλάκισιν νεαρόν εργάτην ο οποίος εξύβρισε ζεύγος Εβραίων εις δημόσιον χώρον. Ο δικαστής εδήλωσεν ότι τοιαύται εκδηλώσεις δεν είναι ανεκταί εις την Δυτικήν Γερμανίαν. Ο κατηγορούμενος ισχυρίσθη ότι ευρίσκετο υπό την επήρειαν οινοπνεύματος. Το δικαστήριον δεν εδέχθη την δικαιολογίαν. (380, 896, 740, 942)
divider (33, 1122, 195, 1123)
article-body: ΑΘΗΝΑΙ, 8. — Εις τας προσεχείς ημέρας θα κυκλοφορήσουν νέα γραμματόσημα με θέμα την Κρήτην και τα μνημεία αυτής. (753, 1009, 916, 1038)
divider (33, 559, 195, 560)
divider (753, 801, 916, 802)
carnival-photo (929, 55, 1326, 312)
article-body: ΣΕΡΡΑΙ, 8. — Η έκτροπή άγωνος πρός συνένωσιν τών κομμάτων τού Κέντρου κατηρτίσθη ύπό των κ.κ. Γ. Παπανδρέου και Σ. Βενιζέλου. Είς ταύτην μετέχουν οί πρώην βουλευταί και άντιπρόσωποι τών οργανώσεων τής περιφερείας. Η επιτροπή απεφάσισε να αναλάβη τόν αγώνα διά την ένότητα. Αί έργασίαι θά συνεχισθούν προσεχώς εις την πόλιν τής Δράμας και των Σερρών. Μετά τό τέλος τής συσκέψεως έξεδόθη ανακοινωθέν διά τού οποίου καλούνται όλοι οι οπαδοί τού Κέντρου νά συμπαραταχθούν. Παρέστησαν οι κ.κ. Σαββίδης, Βασιλειάδης, Ρεβιθιώτης, Αθανασιάδης, Δημητριάδης, Πατσαλίδης, Σταμάτης, Σερβετάς, Παπαϊωάννου και Ευθυμίου. (33, 96, 195, 252)
subheadline: 3.000 ΚΑΦΕΝΕΙΑ ΘΑ ΜΕΤΑΤΡΑΠΟΥΝ ΕΙΣ ΚΕΝΤΡΑ ΜΟΡΦΩΤΙΚΑ ΜΕ ΒΙΒΛΙΟΘΗΚΑΣ (1344, 48, 1538, 104)
headline: Η ΣΟΡΑΓΙΑ ΕΙΣ ΑΥΣΤΡΙΑΝ (754, 1125, 915, 1140)
divider (380, 584, 740, 585)
headline: Η ΠΡΙΓΚΗΠΙΣΣΑ ΕΙΡΗΝΗ ΔΙΕΝΕΙΜΕ ΔΕΜΑΤΑ ΕΙΣ ΤΟΥΣ ΣΥΝΟΡΙΑΚΟΥΣ ΦΡΟΥΡΑΣ (37, 702, 191, 753)
article (753, 971, 916, 1038)
article-body: ΑΒΑΝΑ, 8 (Ρώυτερ). — Ο Ραούλ Κάστρο ήρχισε νέαν εκστρατείαν κατά του καθολικού κλήρου, τον οποίον κατηγορεί ότι συνεργάζεται με τους αντιπάλους του καθεστώτος. (929, 705, 1124, 742)
article-body: ΟΥΑΣΙΓΚΤΩΝ, 8 (Ασ. Πρές). — Ο πρόεδρος Κέννεντυ διώρισε τον κ. Τζωρτζ Κένναν ως πρεσβευτήν των Η.Π.Α. εις την Γιουγκοσλαβίαν. Ο κ. Κένναν είναι γνωστός ειδικός επί των σοβιετικών υποθέσεων. (33, 1283, 195, 1338)
headline: ΕΞΕΚΕΝΩΘΗ ΠΛΗΡΩΣ Η ΓΑΛΛΙΚΗ ΒΑΣΙΣ ΤΗΣ ΚΑΣΑΜΠΛΑΝΚΑΣ (759, 717, 910, 757)
divider (753, 502, 916, 503)
article-body: ΚΑΜΠΕΡΑ, 8 (Ρώυτερ). — Ο αγγλικός πύραυλος «Μπλάκ Νάιτ» εξετοξεύθη επιτυχώς από την βάσιν της Αυστραλίας και επανήλθεν εις την γήν. Ο πύραυλος έφθασεν εις ύψος 500 χιλιομέτρων. Αι επιστημονικαί παρατηρήσεις υπήρξαν λίαν ικανοποιητικαί κατά τας δηλώσεις των ειδικών. (753, 85, 916, 159)
article-body: ΛΟΝΔΙΝΟΝ, 8 (Ασ. Πρές). — Η Βουλή των Κοινοτήτων απέρριψε την πρότασιν μομφής των Εργατικών κατά της κυβερνήσεως του κ. Μακμίλλαν. (1339, 526, 1543, 555)
article-body: ΡΑΜΠΑΤ, 8 (Ασ. Πρές). — Η κυβέρνησις του Μαρόκου ανεκοίνωσε την σύστασιν νέων υπουργείων διά την ταχυτέραν ανάπτυξιν της χώρας. Αι εκλογαί θα διεξαχθούν το προσεχές φθινόπωρον. (1339, 957, 1543, 995)
divider (1339, 870, 1543, 871)
article-body: ΑΝΣΜΠΑΧ, 8 (Ασ. Πρές). — Ρώσσος συγγραφεύς ο οποίος διέφυγεν εις την Δύσιν έτυχεν ασύλου εις την Δυτικήν Γερμανίαν. Ο συγγραφεύς εδήλωσεν ότι δεν ηδύνατο να εργασθή ελευθέρως. (1339, 363, 1543, 400)
subheadline: ΚΑΙ ΕΠΑΝΗΛΘΕΝ ΕΙΣ ΤΗΝ ΓΗΝ (762, 73, 906, 83)
article (753, 719, 916, 795)
divider (33, 413, 195, 414)
divider (1339, 406, 1543, 407)
article (753, 33, 916, 159)
article-body: ΝΕΑ ΥΟΡΚΗ, 8 (Ασ. Πρές). — Ο πρόεδρος του Συμβουλίου Οικονομικών Συμβούλων δήλωσεν ότι αι Ηνωμ. Πολιτείαι αντιμετωπίζουν τρία βασικά οικονομικά προβλήματα: την ανεργίαν, την ύφεσιν και το έλλειμμα του ισοζυγίου πληρωμών. (753, 344, 916, 399)
article (1339, 488, 1543, 555)
headline: Ο ΚΕΝΝΑΝ ΔΙΩΡΙΣΘΗ ΠΡΕΣΒΥΣ ΤΗΣ ΑΜΕΡΙΚΗΣ ΕΙΣ ΓΙΟΥΓΚΟΣΛΑΒΙΑΝ (34, 1243, 194, 1282)
divider (380, 847, 740, 848)
article (753, 280, 916, 399)
